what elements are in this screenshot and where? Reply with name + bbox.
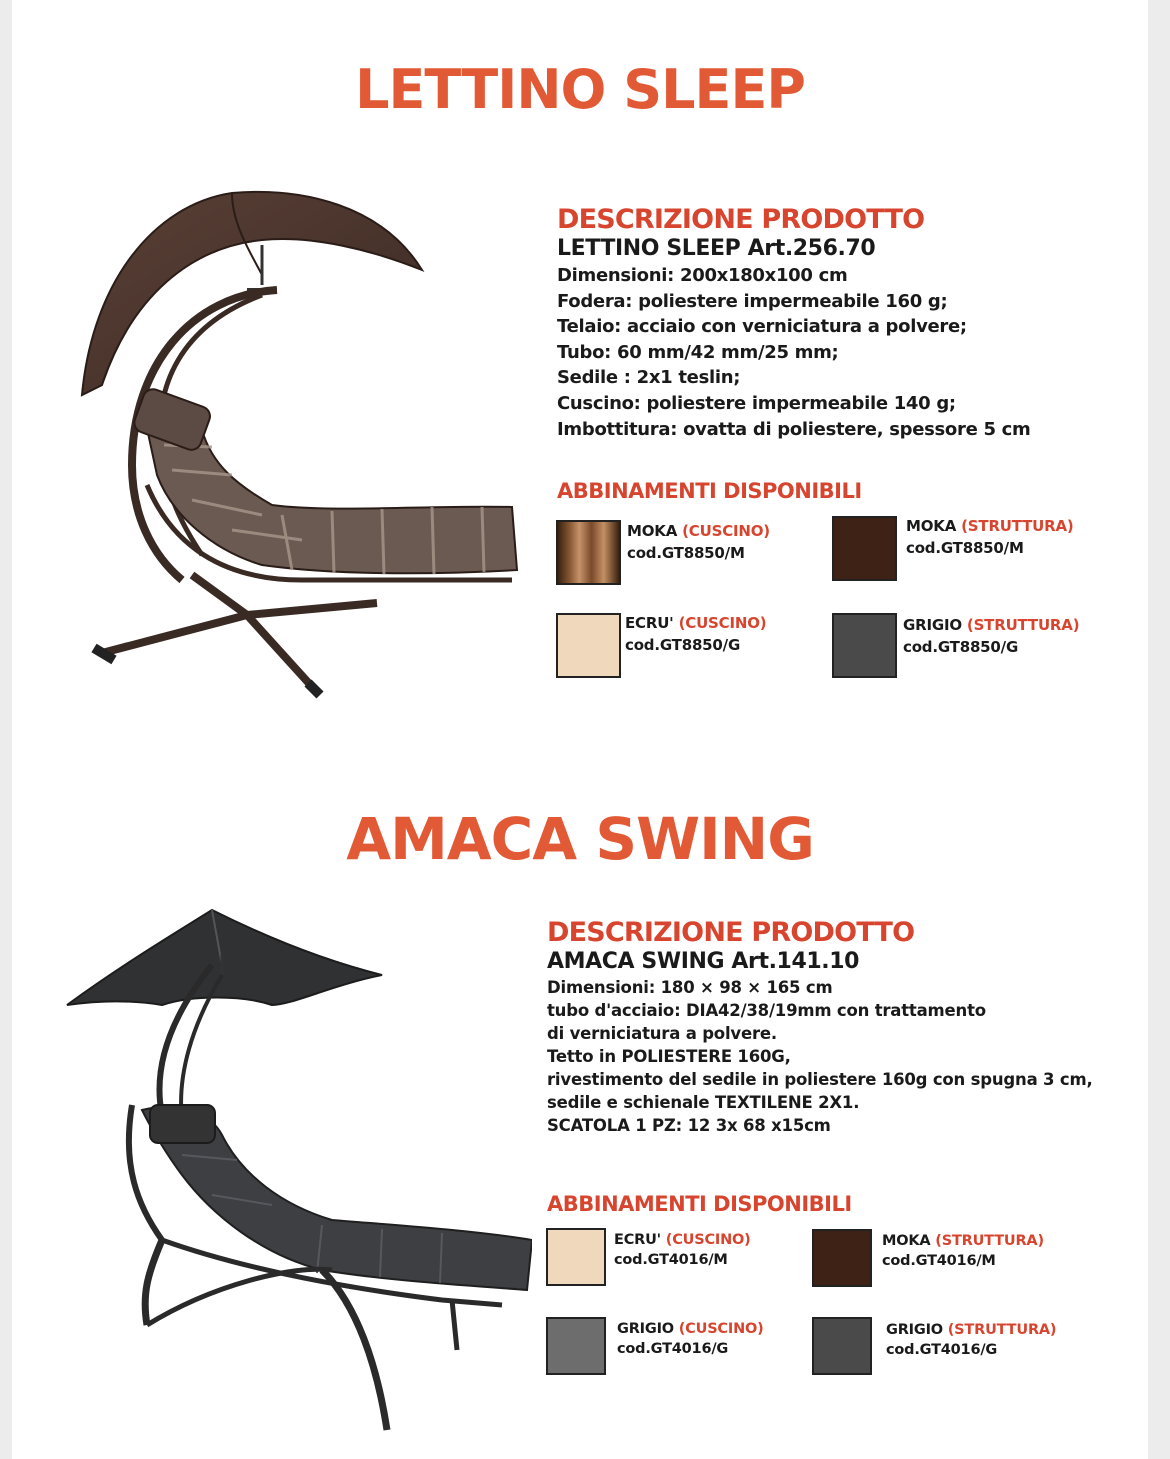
section2-description — [547, 918, 1147, 1137]
section2-desc-heading: DESCRIZIONE PRODOTTO — [547, 917, 915, 948]
section1-abb-heading: ABBINAMENTI DISPONIBILI — [557, 479, 862, 503]
section1-spec: Imbottitura: ovatta di poliestere, spessore 5 cm — [557, 418, 1031, 440]
option-label: GRIGIO (STRUTTURA) cod.GT8850/G — [903, 616, 1080, 656]
color-swatch-ecru-cuscino — [546, 1228, 606, 1286]
option-label: GRIGIO (STRUTTURA) cod.GT4016/G — [886, 1322, 1057, 1358]
section1-description — [557, 205, 1147, 442]
catalog-page — [12, 0, 1148, 1459]
section2-spec: di verniciatura a polvere. — [547, 1024, 777, 1043]
section2-spec: SCATOLA 1 PZ: 12 3x 68 x15cm — [547, 1116, 831, 1135]
section1-spec: Sedile : 2x1 teslin; — [557, 367, 741, 389]
section1-spec: Fodera: poliestere impermeabile 160 g; — [557, 290, 948, 312]
section2-spec: tubo d'acciaio: DIA42/38/19mm con trattamento — [547, 1001, 986, 1020]
option-label: MOKA (STRUTTURA) cod.GT8850/M — [906, 517, 1074, 557]
color-swatch-moka-struttura — [812, 1229, 872, 1287]
color-swatch-moka-cuscino — [556, 520, 621, 585]
section2-spec: rivestimento del sedile in poliestere 160g con spugna 3 cm, — [547, 1070, 1093, 1089]
section1-spec: Cuscino: poliestere impermeabile 140 g; — [557, 392, 956, 414]
section2-product-name: AMACA SWING Art.141.10 — [547, 949, 860, 974]
section1-title: LETTINO SLEEP — [355, 58, 805, 121]
lettino-sleep-image — [72, 185, 542, 705]
section2-spec: Tetto in POLIESTERE 160G, — [547, 1047, 791, 1066]
color-swatch-moka-struttura — [832, 516, 897, 581]
option-label: GRIGIO (CUSCINO) cod.GT4016/G — [617, 1321, 764, 1357]
color-swatch-ecru-cuscino — [556, 613, 621, 678]
section1-product-name: LETTINO SLEEP Art.256.70 — [557, 236, 876, 261]
section1-desc-heading: DESCRIZIONE PRODOTTO — [557, 204, 925, 235]
section1-spec: Telaio: acciaio con verniciatura a polvere; — [557, 316, 967, 338]
section2-abb-heading: ABBINAMENTI DISPONIBILI — [547, 1192, 852, 1216]
section2-title: AMACA SWING — [346, 805, 814, 873]
option-label: MOKA (STRUTTURA) cod.GT4016/M — [882, 1233, 1044, 1269]
color-swatch-grigio-struttura — [812, 1317, 872, 1375]
option-label: ECRU' (CUSCINO) cod.GT4016/M — [614, 1232, 751, 1268]
section1-spec: Tubo: 60 mm/42 mm/25 mm; — [557, 341, 839, 363]
color-swatch-grigio-struttura — [832, 613, 897, 678]
section2-spec: Dimensioni: 180 × 98 × 165 cm — [547, 978, 833, 997]
option-label: MOKA (CUSCINO) cod.GT8850/M — [627, 522, 770, 562]
option-label: ECRU' (CUSCINO) cod.GT8850/G — [625, 614, 767, 654]
color-swatch-grigio-cuscino — [546, 1317, 606, 1375]
section1-spec: Dimensioni: 200x180x100 cm — [557, 265, 848, 286]
amaca-swing-image — [62, 905, 532, 1435]
section2-spec: sedile e schienale TEXTILENE 2X1. — [547, 1093, 860, 1112]
